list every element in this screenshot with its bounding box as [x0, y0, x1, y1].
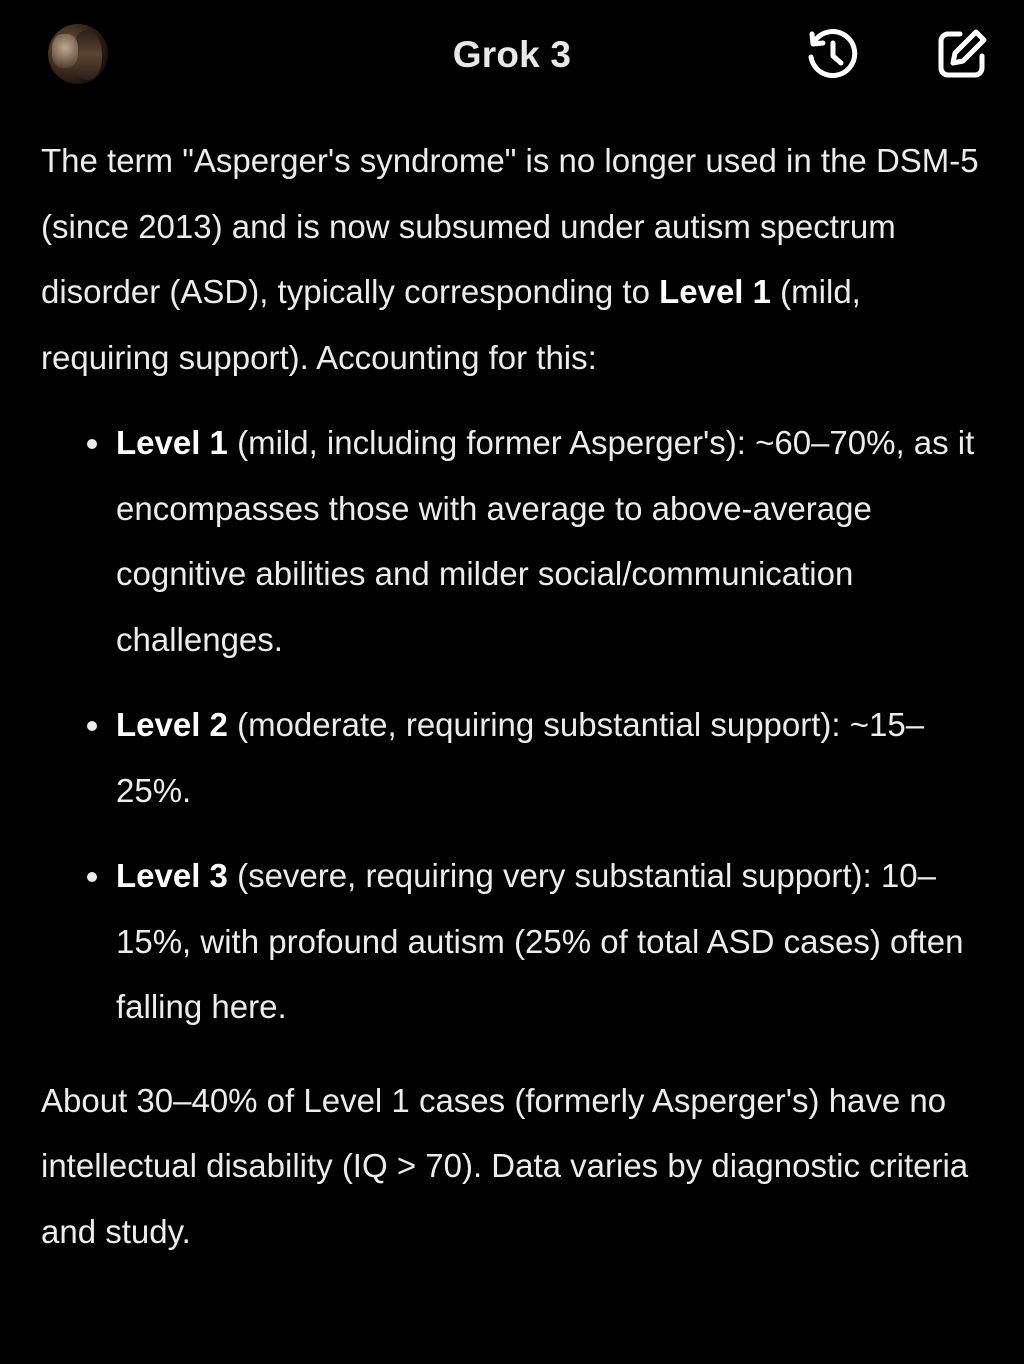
- level-label: Level 3: [116, 857, 228, 894]
- level-text: (mild, including former Asperger's): ~60–70%, as it encompasses those with average to above-average cognitive abilities and milder social/communication challenges.: [116, 424, 975, 658]
- bullet-icon: [87, 721, 97, 731]
- bullet-icon: [87, 872, 97, 882]
- closing-paragraph: About 30–40% of Level 1 cases (formerly Asperger's) have no intellectual disability (IQ > 70). Data varies by diagnostic criteria and study.: [41, 1081, 969, 1250]
- user-avatar[interactable]: [48, 24, 108, 84]
- page-title: Grok 3: [452, 34, 572, 75]
- intro-level-label: Level 1: [659, 273, 772, 310]
- history-button[interactable]: [802, 24, 862, 84]
- intro-paragraph: [41, 128, 981, 390]
- list-item-level-2: [41, 692, 981, 823]
- assistant-message: [41, 128, 981, 1264]
- level-label: Level 2: [116, 706, 228, 743]
- top-bar: [0, 0, 1024, 112]
- bullet-icon: [87, 439, 97, 449]
- intro-text-1: The term "Asperger's syndrome" is no longer used in the DSM-5 (since 2013) and is now subsumed under autism spectrum disorder (ASD), typically corresponding to: [41, 142, 979, 310]
- list-item-level-1: [41, 410, 981, 672]
- level-label: Level 1: [116, 424, 228, 461]
- new-chat-button[interactable]: [932, 24, 992, 84]
- list-item-level-3: [41, 843, 981, 1040]
- new-chat-edit-icon: [934, 26, 990, 82]
- level-text: (severe, requiring very substantial support): 10–15%, with profound autism (25% of total ASD cases) often falling here.: [116, 857, 964, 1025]
- history-icon: [804, 26, 860, 82]
- avatar-hand: [52, 34, 78, 68]
- intro-text-2: (mild, requiring support). Accounting for this:: [41, 273, 861, 376]
- level-text: (moderate, requiring substantial support): ~15–25%.: [116, 706, 925, 809]
- levels-list: [41, 410, 981, 1040]
